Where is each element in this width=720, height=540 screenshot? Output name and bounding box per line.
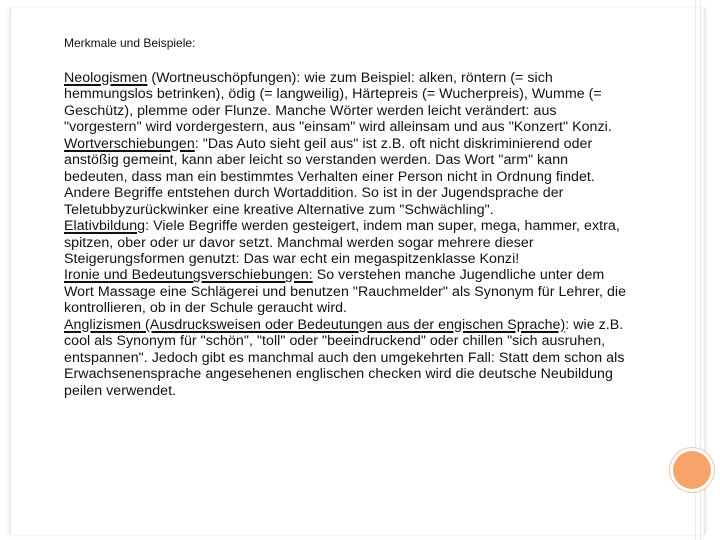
term-anglizismen: Anglizismen (Ausdrucksweisen oder Bedeutungen aus der engischen Sprache) — [64, 316, 566, 333]
paragraph-text: : "Das Auto sieht geil aus" ist z.B. oft nicht diskriminierend oder anstößig gemeint, kann aber leicht so verstanden werden. Das Wort "arm" kann bedeuten, dass man ein bestimmtes Verhalten einer Person nicht in Ordnung findet. — [64, 135, 595, 185]
paragraph-ironie — [64, 267, 630, 316]
paragraph-text: (Wortneuschöpfungen): wie zum Beispiel: alken, röntern (= sich hemmungslos betrinken), ödig (= langweilig), Härtepreis (= Wucherpreis), Wumme (= Geschütz), plemme oder Flunze. Manche Wörter werden leicht verändert: aus "vorgestern" wird vordergestern, aus "einsam" wird alleinsam und aus "Konzert" Konzi. — [64, 70, 612, 136]
decorative-orange-circle — [673, 451, 711, 489]
slide-body — [64, 70, 630, 399]
paragraph-text: So verstehen manche Jugendliche unter dem Wort Massage eine Schlägerei und benutzen "Rauchmelder" als Synonym für Lehrer, die kontrollieren, ob in der Schule geraucht wird. — [64, 267, 627, 317]
paragraph-elativbildung — [64, 218, 630, 267]
paragraph-anglizismen — [64, 317, 630, 399]
term-elativbildung: Elativbildung — [64, 218, 146, 235]
paragraph-wortverschiebungen — [64, 136, 630, 185]
paragraph-neologismen — [64, 70, 630, 136]
slide-heading: Merkmale und Beispiele: — [64, 36, 196, 50]
paragraph-text: : Viele Begriffe werden gesteigert, indem man super, mega, hammer, extra, spitzen, ober oder ur davor setzt. Manchmal werden sogar mehrere dieser Steigerungsformen genutzt: Das war echt ein megaspitzenklasse Konzi! — [64, 218, 620, 267]
paragraph-text: Andere Begriffe entstehen durch Wortaddition. So ist in der Jugendsprache der Teletubbyzurückwinker eine kreative Alternative zum "Schwächling". — [64, 185, 564, 218]
paragraph-text: : wie z.B. cool als Synonym für "schön", "toll" oder "beeindruckend" oder chillen "sich ausruhen, entspannen". Jedoch gibt es manchmal auch den umgekehrten Fall: Statt dem schon als Erwachsenensprache angesehenen englischen checken wird die deutsche Neubildung peilen verwendet. — [64, 316, 625, 399]
term-ironie: Ironie und Bedeutungsverschiebungen: — [64, 267, 313, 284]
term-wortverschiebungen: Wortverschiebungen — [64, 135, 195, 152]
paragraph-wortaddition — [64, 185, 630, 218]
term-neologismen: Neologismen — [64, 70, 148, 86]
